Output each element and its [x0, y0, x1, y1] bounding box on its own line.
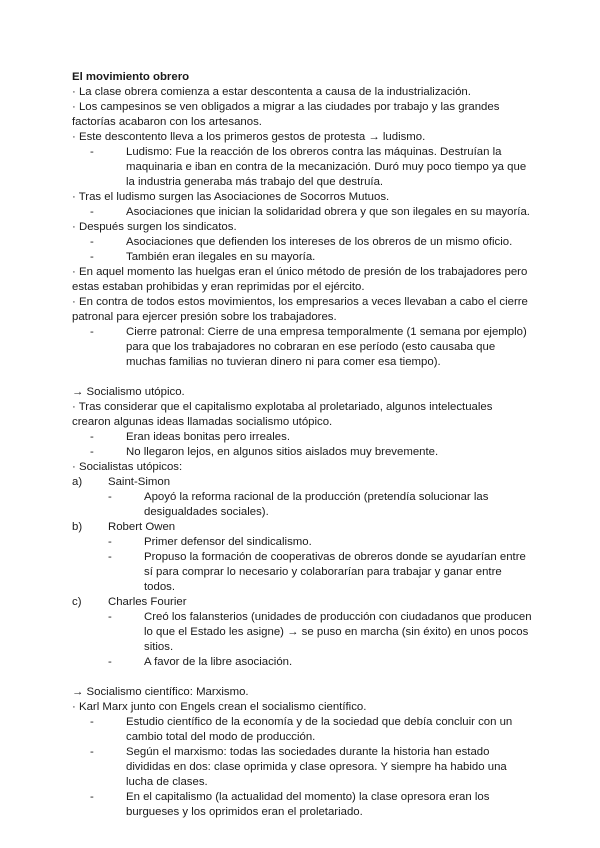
sub-bullet-text: Creó los falansterios (unidades de producción con ciudadanos que producen lo que el Estado les asigne) → se puso en marcha (sin éxito) en unos pocos sitios.: [144, 611, 532, 653]
sub-bullet: [90, 715, 532, 745]
dash-marker: -: [90, 431, 94, 443]
bullet-paragraph: [72, 130, 532, 145]
sub-bullet: [108, 610, 532, 655]
bullet-marker: ·: [72, 86, 76, 98]
dash-marker: -: [90, 206, 94, 218]
sub-bullet: [108, 535, 532, 550]
document-body: [72, 70, 532, 820]
paragraph-text: Después surgen los sindicatos.: [78, 221, 237, 233]
sub-bullet-text: En el capitalismo (la actualidad del momento) la clase opresora eran los burgueses y los oprimidos eran el proletariado.: [126, 791, 490, 818]
sub-bullet-text: Eran ideas bonitas pero irreales.: [126, 431, 290, 443]
dash-marker: -: [108, 491, 112, 503]
bullet-paragraph: [72, 400, 532, 430]
sub-bullet: [90, 430, 532, 445]
sub-bullet-text: También eran ilegales en su mayoría.: [126, 251, 316, 263]
bullet-paragraph: [72, 85, 532, 100]
paragraph-text: La clase obrera comienza a estar descontenta a causa de la industrialización.: [78, 86, 471, 98]
bullet-paragraph: [72, 265, 532, 295]
paragraph-text: Karl Marx junto con Engels crean el socialismo científico.: [78, 701, 367, 713]
paragraph-text: En aquel momento las huelgas eran el único método de presión de los trabajadores pero estas estaban prohibidas y eran reprimidas por el ejército.: [72, 266, 528, 293]
dash-marker: -: [90, 446, 94, 458]
bullet-paragraph: [72, 700, 532, 715]
page-title: El movimiento obrero: [72, 71, 190, 83]
lettered-item-text: Saint-Simon: [108, 476, 171, 488]
bullet-marker: ·: [72, 401, 76, 413]
blank-line: [72, 670, 532, 685]
sub-bullet-text: Primer defensor del sindicalismo.: [144, 536, 312, 548]
blank-line: [72, 370, 532, 385]
sub-bullet-text: Cierre patronal: Cierre de una empresa temporalmente (1 semana por ejemplo) para que los trabajadores no cobraran en ese período (esto causaba que muchas familias no tuvieran dinero ni para comer esa tiempo).: [126, 326, 527, 368]
letter-marker: a): [72, 476, 83, 488]
paragraph-text: Este descontento lleva a los primeros gestos de protesta → ludismo.: [78, 131, 426, 143]
dash-marker: -: [90, 746, 94, 758]
dash-marker: -: [90, 326, 94, 338]
section-heading: → Socialismo científico: Marxismo.: [72, 686, 249, 698]
letter-marker: b): [72, 521, 83, 533]
sub-bullet-text: Propuso la formación de cooperativas de obreros donde se ayudarían entre sí para comprar lo necesario y colaborarían para trabajar y ganar entre todos.: [144, 551, 526, 593]
sub-bullet-text: Según el marxismo: todas las sociedades durante la historia han estado divididas en dos: clase oprimida y clase opresora. Y siempre ha habido una lucha de clases.: [126, 746, 507, 788]
bullet-marker: ·: [72, 296, 76, 308]
dash-marker: -: [108, 611, 112, 623]
sub-bullet: [90, 325, 532, 370]
bullet-paragraph: [72, 460, 532, 475]
dash-marker: -: [108, 551, 112, 563]
bullet-marker: ·: [72, 191, 76, 203]
dash-marker: -: [108, 656, 112, 668]
sub-bullet: [108, 655, 532, 670]
dash-marker: -: [90, 791, 94, 803]
lettered-item: [72, 520, 532, 535]
dash-marker: -: [90, 716, 94, 728]
bullet-paragraph: [72, 190, 532, 205]
lettered-item: [72, 475, 532, 490]
sub-bullet: [90, 790, 532, 820]
paragraph-text: Los campesinos se ven obligados a migrar a las ciudades por trabajo y las grandes factorías acabaron con los artesanos.: [72, 101, 500, 128]
bullet-marker: ·: [72, 101, 76, 113]
sub-bullet: [90, 250, 532, 265]
sub-bullet-text: A favor de la libre asociación.: [144, 656, 293, 668]
dash-marker: -: [90, 251, 94, 263]
bullet-paragraph: [72, 100, 532, 130]
section-heading: → Socialismo utópico.: [72, 386, 185, 398]
bullet-marker: ·: [72, 461, 76, 473]
lettered-item: [72, 595, 532, 610]
sub-bullet: [108, 550, 532, 595]
sub-bullet-text: Ludismo: Fue la reacción de los obreros contra las máquinas. Destruían la maquinaria e iban en contra de la mecanización. Duró muy poco tiempo ya que la industria generaba más trabajo del que destruía.: [126, 146, 527, 188]
paragraph-text: Socialistas utópicos:: [78, 461, 183, 473]
paragraph-text: En contra de todos estos movimientos, los empresarios a veces llevaban a cabo el cierre patronal para ejercer presión sobre los trabajadores.: [72, 296, 528, 323]
bullet-marker: ·: [72, 131, 76, 143]
sub-bullet-text: Apoyó la reforma racional de la producción (pretendía solucionar las desigualdades sociales).: [144, 491, 489, 518]
sub-bullet: [90, 745, 532, 790]
sub-bullet: [90, 145, 532, 190]
lettered-item-text: Charles Fourier: [108, 596, 187, 608]
sub-bullet-text: Estudio científico de la economía y de la sociedad que debía concluir con un cambio total del modo de producción.: [126, 716, 513, 743]
sub-bullet: [90, 235, 532, 250]
sub-bullet: [90, 445, 532, 460]
dash-marker: -: [108, 536, 112, 548]
paragraph-text: Tras considerar que el capitalismo explotaba al proletariado, algunos intelectuales crearon algunas ideas llamadas socialismo utópico.: [72, 401, 493, 428]
bullet-marker: ·: [72, 221, 76, 233]
letter-marker: c): [72, 596, 82, 608]
sub-bullet-text: Asociaciones que defienden los intereses de los obreros de un mismo oficio.: [126, 236, 513, 248]
bullet-marker: ·: [72, 266, 76, 278]
lettered-item-text: Robert Owen: [108, 521, 176, 533]
paragraph-text: Tras el ludismo surgen las Asociaciones de Socorros Mutuos.: [78, 191, 390, 203]
dash-marker: -: [90, 146, 94, 158]
bullet-paragraph: [72, 220, 532, 235]
bullet-marker: ·: [72, 701, 76, 713]
sub-bullet-text: No llegaron lejos, en algunos sitios aislados muy brevemente.: [126, 446, 439, 458]
dash-marker: -: [90, 236, 94, 248]
sub-bullet-text: Asociaciones que inician la solidaridad obrera y que son ilegales en su mayoría.: [126, 206, 530, 218]
sub-bullet: [90, 205, 532, 220]
bullet-paragraph: [72, 295, 532, 325]
sub-bullet: [108, 490, 532, 520]
